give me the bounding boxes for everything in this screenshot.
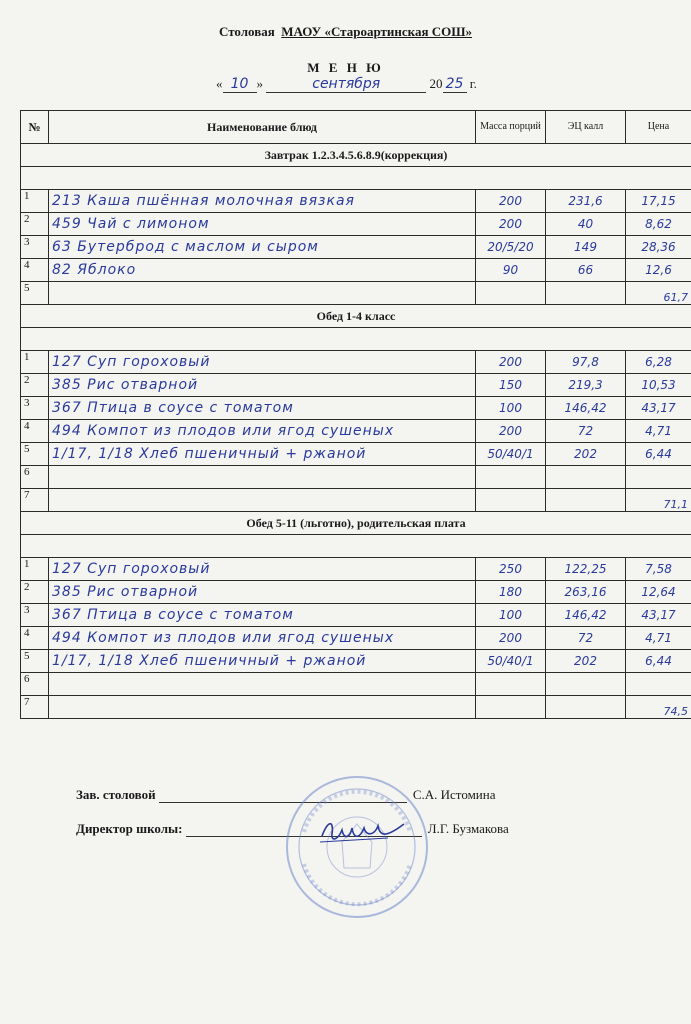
- row-number: 3: [21, 236, 49, 259]
- section-title: Обед 5-11 (льготно), родительская плата: [21, 512, 691, 535]
- row-number: 4: [21, 259, 49, 282]
- dish-mass: [476, 466, 546, 489]
- menu-table: [20, 110, 691, 719]
- dish-price: 12,64: [626, 581, 691, 604]
- dish-price: 17,15: [626, 190, 691, 213]
- dish-price: 28,36: [626, 236, 691, 259]
- table-row: [21, 420, 691, 443]
- dish-kcal: 202: [546, 443, 626, 466]
- director-signature: [318, 814, 408, 848]
- dish-kcal: 263,16: [546, 581, 626, 604]
- table-row: [21, 259, 691, 282]
- dish-name: 1/17, 1/18 Хлеб пшеничный + ржаной: [49, 650, 476, 673]
- section-total: 71,1: [626, 489, 691, 512]
- table-row: [21, 489, 691, 512]
- section-gap-cell: [21, 328, 691, 351]
- table-row: [21, 213, 691, 236]
- section-gap-cell: [21, 535, 691, 558]
- row-number: 5: [21, 650, 49, 673]
- section-total: 74,5: [626, 696, 691, 719]
- dish-name: 494 Компот из плодов или ягод сушеных: [49, 627, 476, 650]
- dish-kcal: 146,42: [546, 397, 626, 420]
- dish-name: 459 Чай с лимоном: [49, 213, 476, 236]
- dish-kcal: 219,3: [546, 374, 626, 397]
- dish-mass: [476, 489, 546, 512]
- date-year-prefix: 20: [429, 76, 443, 91]
- dish-price: 43,17: [626, 604, 691, 627]
- dish-price: [626, 466, 691, 489]
- dish-name: 82 Яблоко: [49, 259, 476, 282]
- section-header-row: [21, 305, 691, 328]
- director-name: Л.Г. Бузмакова: [427, 821, 509, 836]
- section-gap-row: [21, 167, 691, 190]
- col-kcal-header: ЭЦ калл: [546, 111, 626, 144]
- dish-price: 6,44: [626, 650, 691, 673]
- dish-kcal: 72: [546, 420, 626, 443]
- section-header-row: [21, 144, 691, 167]
- dish-price: [626, 673, 691, 696]
- section-gap-row: [21, 535, 691, 558]
- table-header-row: [21, 111, 691, 144]
- dish-price: 10,53: [626, 374, 691, 397]
- canteen-label: Зав. столовой: [76, 787, 156, 802]
- row-number: 3: [21, 397, 49, 420]
- dish-mass: [476, 696, 546, 719]
- section-title: Обед 1-4 класс: [21, 305, 691, 328]
- row-number: 1: [21, 190, 49, 213]
- dish-mass: 200: [476, 351, 546, 374]
- dish-name: 367 Птица в соусе с томатом: [49, 397, 476, 420]
- row-number: 2: [21, 213, 49, 236]
- section-title: Завтрак 1.2.3.4.5.6.8.9(коррекция): [21, 144, 691, 167]
- dish-price: 8,62: [626, 213, 691, 236]
- dish-kcal: 97,8: [546, 351, 626, 374]
- document-title: [0, 24, 691, 40]
- row-number: 5: [21, 282, 49, 305]
- dish-name: 494 Компот из плодов или ягод сушеных: [49, 420, 476, 443]
- dish-price: 12,6: [626, 259, 691, 282]
- dish-mass: 50/40/1: [476, 650, 546, 673]
- col-name-header: Наименование блюд: [49, 111, 476, 144]
- dish-name: 127 Суп гороховый: [49, 351, 476, 374]
- table-row: [21, 351, 691, 374]
- col-mass-header: Масса порций: [476, 111, 546, 144]
- row-number: 2: [21, 374, 49, 397]
- dish-kcal: 202: [546, 650, 626, 673]
- table-row: [21, 558, 691, 581]
- row-number: 1: [21, 351, 49, 374]
- dish-name: [49, 696, 476, 719]
- canteen-name: С.А. Истомина: [412, 787, 496, 802]
- dish-mass: 20/5/20: [476, 236, 546, 259]
- date-close-quote: »: [256, 76, 263, 91]
- table-row: [21, 673, 691, 696]
- dish-kcal: 146,42: [546, 604, 626, 627]
- dish-kcal: 66: [546, 259, 626, 282]
- dish-name: [49, 489, 476, 512]
- row-number: 4: [21, 420, 49, 443]
- dish-price: 6,44: [626, 443, 691, 466]
- col-price-header: Цена: [626, 111, 691, 144]
- row-number: 3: [21, 604, 49, 627]
- row-number: 6: [21, 673, 49, 696]
- date-day: 10: [230, 76, 249, 92]
- table-row: [21, 236, 691, 259]
- dish-kcal: 149: [546, 236, 626, 259]
- dish-mass: 200: [476, 420, 546, 443]
- dish-mass: [476, 673, 546, 696]
- dish-kcal: [546, 489, 626, 512]
- table-row: [21, 282, 691, 305]
- row-number: 7: [21, 696, 49, 719]
- title-prefix: Столовая: [218, 24, 275, 39]
- section-gap-row: [21, 328, 691, 351]
- dish-price: 43,17: [626, 397, 691, 420]
- table-row: [21, 374, 691, 397]
- dish-mass: 100: [476, 397, 546, 420]
- dish-name: 1/17, 1/18 Хлеб пшеничный + ржаной: [49, 443, 476, 466]
- date-open-quote: «: [216, 76, 223, 91]
- dish-name: [49, 673, 476, 696]
- dish-name: 367 Птица в соусе с томатом: [49, 604, 476, 627]
- date-month: сентября: [312, 76, 381, 92]
- row-number: 1: [21, 558, 49, 581]
- dish-mass: 50/40/1: [476, 443, 546, 466]
- dish-price: 4,71: [626, 627, 691, 650]
- dish-price: 4,71: [626, 420, 691, 443]
- dish-name: 127 Суп гороховый: [49, 558, 476, 581]
- menu-body: [21, 144, 691, 719]
- table-row: [21, 650, 691, 673]
- row-number: 2: [21, 581, 49, 604]
- dish-price: 7,58: [626, 558, 691, 581]
- menu-heading: М Е Н Ю: [307, 60, 384, 75]
- dish-name: [49, 282, 476, 305]
- dish-mass: 200: [476, 627, 546, 650]
- date-year-suffix: 25: [445, 76, 464, 92]
- dish-mass: 100: [476, 604, 546, 627]
- dish-kcal: 122,25: [546, 558, 626, 581]
- dish-price: 6,28: [626, 351, 691, 374]
- date-year-label: г.: [469, 76, 477, 91]
- table-row: [21, 581, 691, 604]
- dish-mass: 180: [476, 581, 546, 604]
- dish-kcal: 40: [546, 213, 626, 236]
- dish-kcal: [546, 673, 626, 696]
- dish-mass: [476, 282, 546, 305]
- row-number: 4: [21, 627, 49, 650]
- row-number: 5: [21, 443, 49, 466]
- director-label: Директор школы:: [76, 821, 183, 836]
- dish-mass: 200: [476, 213, 546, 236]
- dish-mass: 90: [476, 259, 546, 282]
- table-row: [21, 627, 691, 650]
- dish-kcal: [546, 282, 626, 305]
- dish-kcal: 72: [546, 627, 626, 650]
- table-row: [21, 604, 691, 627]
- table-row: [21, 443, 691, 466]
- dish-kcal: 231,6: [546, 190, 626, 213]
- dish-kcal: [546, 466, 626, 489]
- row-number: 7: [21, 489, 49, 512]
- dish-name: 385 Рис отварной: [49, 374, 476, 397]
- dish-mass: 150: [476, 374, 546, 397]
- section-gap-cell: [21, 167, 691, 190]
- col-num-header: №: [21, 111, 49, 144]
- dish-mass: 250: [476, 558, 546, 581]
- table-row: [21, 397, 691, 420]
- row-number: 6: [21, 466, 49, 489]
- dish-name: 63 Бутерброд с маслом и сыром: [49, 236, 476, 259]
- menu-date: [216, 76, 477, 93]
- dish-name: [49, 466, 476, 489]
- table-row: [21, 466, 691, 489]
- dish-kcal: [546, 696, 626, 719]
- dish-mass: 200: [476, 190, 546, 213]
- dish-name: 385 Рис отварной: [49, 581, 476, 604]
- section-header-row: [21, 512, 691, 535]
- table-row: [21, 696, 691, 719]
- dish-name: 213 Каша пшённая молочная вязкая: [49, 190, 476, 213]
- title-organization: МАОУ «Староартинская СОШ»: [281, 24, 473, 39]
- table-row: [21, 190, 691, 213]
- section-total: 61,7: [626, 282, 691, 305]
